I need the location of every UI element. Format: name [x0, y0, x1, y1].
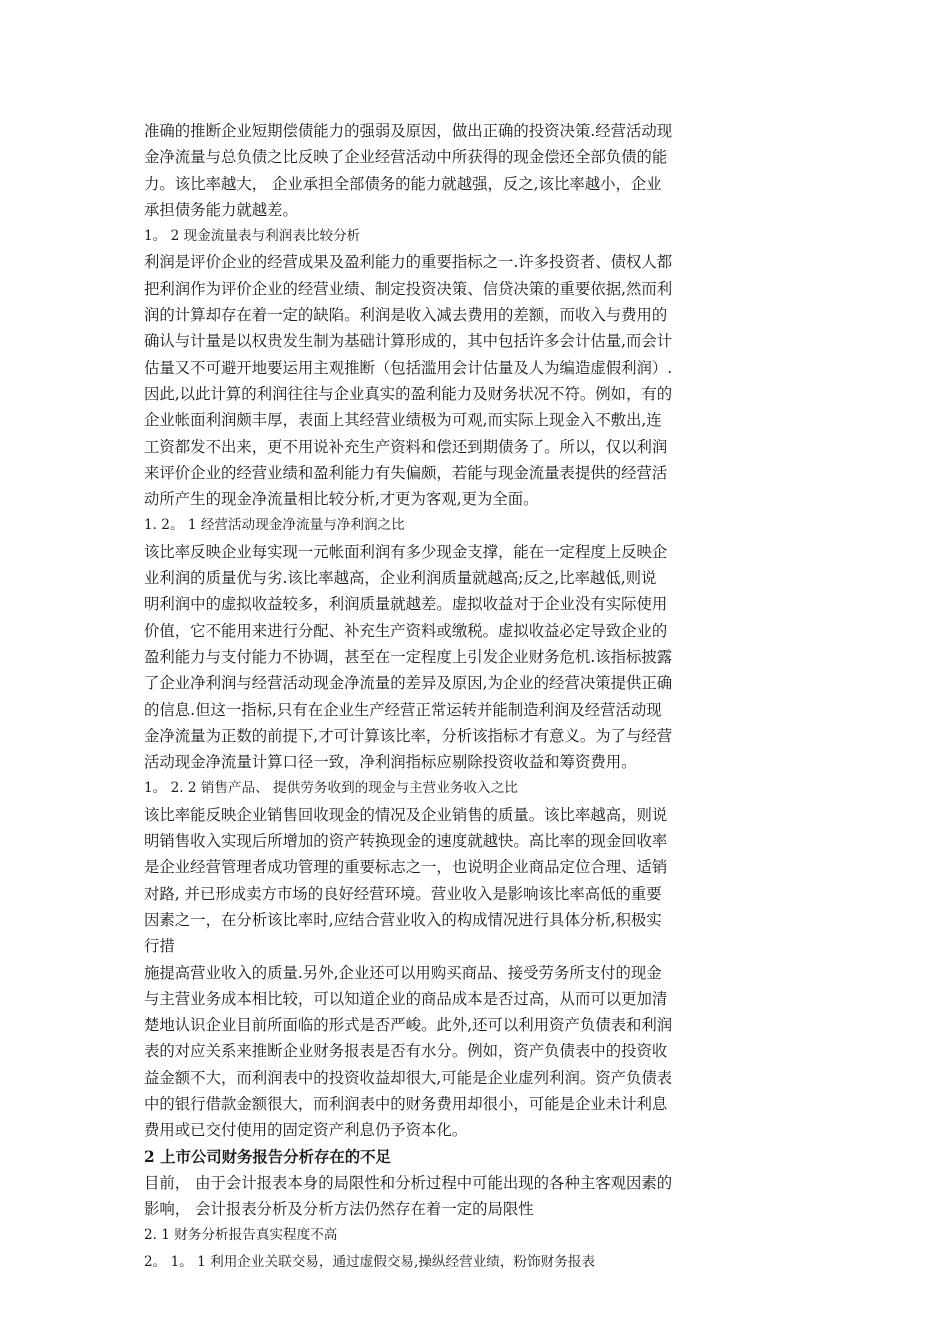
paragraph-line: 行措: [144, 937, 175, 956]
paragraph-line: 盈利能力与支付能力不协调，甚至在一定程度上引发企业财务危机.该指标披露: [144, 647, 673, 666]
paragraph-line: 承担债务能力就越差。: [144, 200, 298, 219]
subsection-heading: 2. 1 财务分析报告真实程度不高: [144, 1227, 338, 1244]
section-heading: 2 上市公司财务报告分析存在的不足: [144, 1147, 391, 1166]
paragraph-line: 施提高营业收入的质量.另外,企业还可以用购买商品、接受劳务所支付的现金: [144, 963, 662, 982]
paragraph-line: 是企业经营管理者成功管理的重要标志之一，也说明企业商品定位合理、适销: [144, 858, 668, 877]
subsection-heading: 2。 1。 1 利用企业关联交易，通过虚假交易,操纵经营业绩，粉饰财务报表: [144, 1253, 596, 1270]
paragraph-line: 中的银行借款金额很大，而利润表中的财务费用却很小，可能是企业未计利息: [144, 1094, 668, 1113]
paragraph-line: 金净流量与总负债之比反映了企业经营活动中所获得的现金偿还全部负债的能: [144, 148, 668, 167]
paragraph-line: 了企业净利润与经营活动现金净流量的差异及原因,为企业的经营决策提供正确: [144, 674, 673, 693]
paragraph-line: 利润是评价企业的经营成果及盈利能力的重要指标之一.许多投资者、债权人都: [144, 253, 673, 272]
paragraph-line: 价值，它不能用来进行分配、补充生产资料或缴税。虚拟收益必定导致企业的: [144, 621, 668, 640]
paragraph-line: 益金额不大，而利润表中的投资收益却很大,可能是企业虚列利润。资产负债表: [144, 1068, 673, 1087]
paragraph-line: 业利润的质量优与劣.该比率越高，企业利润质量就越高;反之,比率越低,则说: [144, 569, 657, 588]
subsection-heading: 1. 2。 1 经营活动现金净流量与净利润之比: [144, 517, 405, 534]
paragraph-line: 确认与计量是以权贵发生制为基础计算形成的，其中包括许多会计估量,而会计: [144, 332, 673, 351]
paragraph-line: 润的计算却存在着一定的缺陷。利润是收入减去费用的差额，而收入与费用的: [144, 306, 668, 325]
paragraph-line: 力。该比率越大， 企业承担全部债务的能力就越强，反之,该比率越小，企业: [144, 174, 662, 193]
subsection-heading: 1。 2 现金流量表与利润表比较分析: [144, 228, 361, 245]
paragraph-line: 估量又不可避开地要运用主观推断（包括滥用会计估量及人为编造虚假利润）.: [144, 358, 673, 377]
paragraph-line: 把利润作为评价企业的经营业绩、制定投资决策、信贷决策的重要依据,然而利: [144, 279, 673, 298]
paragraph-line: 目前， 由于会计报表本身的局限性和分析过程中可能出现的各种主客观因素的: [144, 1173, 673, 1192]
paragraph-line: 楚地认识企业目前所面临的形式是否严峻。此外,还可以利用资产负债表和利润: [144, 1016, 673, 1035]
paragraph-line: 与主营业务成本相比较，可以知道企业的商品成本是否过高，从而可以更加清: [144, 989, 668, 1008]
paragraph-line: 对路, 并已形成卖方市场的良好经营环境。营业收入是影响该比率高低的重要: [144, 884, 662, 903]
paragraph-line: 明销售收入实现后所增加的资产转换现金的速度就越快。高比率的现金回收率: [144, 832, 668, 851]
paragraph-line: 工资都发不出来，更不用说补充生产资料和偿还到期债务了。所以，仅以利润: [144, 437, 668, 456]
paragraph-line: 的信息.但这一指标,只有在企业生产经营正常运转并能制造利润及经营活动现: [144, 700, 662, 719]
paragraph-line: 影响， 会计报表分析及分析方法仍然存在着一定的局限性: [144, 1200, 534, 1219]
document-body: [144, 118, 810, 1275]
paragraph-line: 活动现金净流量计算口径一致，净利润指标应剔除投资收益和筹资费用。: [144, 753, 637, 772]
paragraph-line: 来评价企业的经营业绩和盈利能力有失偏颇，若能与现金流量表提供的经营活: [144, 463, 668, 482]
paragraph-line: 费用或已交付使用的固定资产利息仍予资本化。: [144, 1121, 468, 1140]
paragraph-line: 因素之一，在分析该比率时,应结合营业收入的构成情况进行具体分析,积极实: [144, 910, 662, 929]
paragraph-line: 明利润中的虚拟收益较多，利润质量就越差。虚拟收益对于企业没有实际使用: [144, 595, 668, 614]
subsection-heading: 1。 2. 2 销售产品、 提供劳务收到的现金与主营业务收入之比: [144, 780, 518, 797]
paragraph-line: 因此,以此计算的利润往往与企业真实的盈利能力及财务状况不符。例如，有的: [144, 384, 673, 403]
paragraph-line: 企业帐面利润颇丰厚，表面上其经营业绩极为可观,而实际上现金入不敷出,连: [144, 411, 662, 430]
paragraph-line: 准确的推断企业短期偿债能力的强弱及原因，做出正确的投资决策.经营活动现: [144, 122, 673, 140]
paragraph-line: 该比率反映企业每实现一元帐面利润有多少现金支撑，能在一定程度上反映企: [144, 542, 668, 561]
paragraph-line: 金净流量为正数的前提下,才可计算该比率，分析该指标才有意义。为了与经营: [144, 726, 673, 745]
paragraph-line: 动所产生的现金净流量相比较分析,才更为客观,更为全面。: [144, 490, 539, 509]
paragraph-line: 该比率能反映企业销售回收现金的情况及企业销售的质量。该比率越高，则说: [144, 805, 668, 824]
paragraph-line: 表的对应关系来推断企业财务报表是否有水分。例如，资产负债表中的投资收: [144, 1042, 668, 1061]
